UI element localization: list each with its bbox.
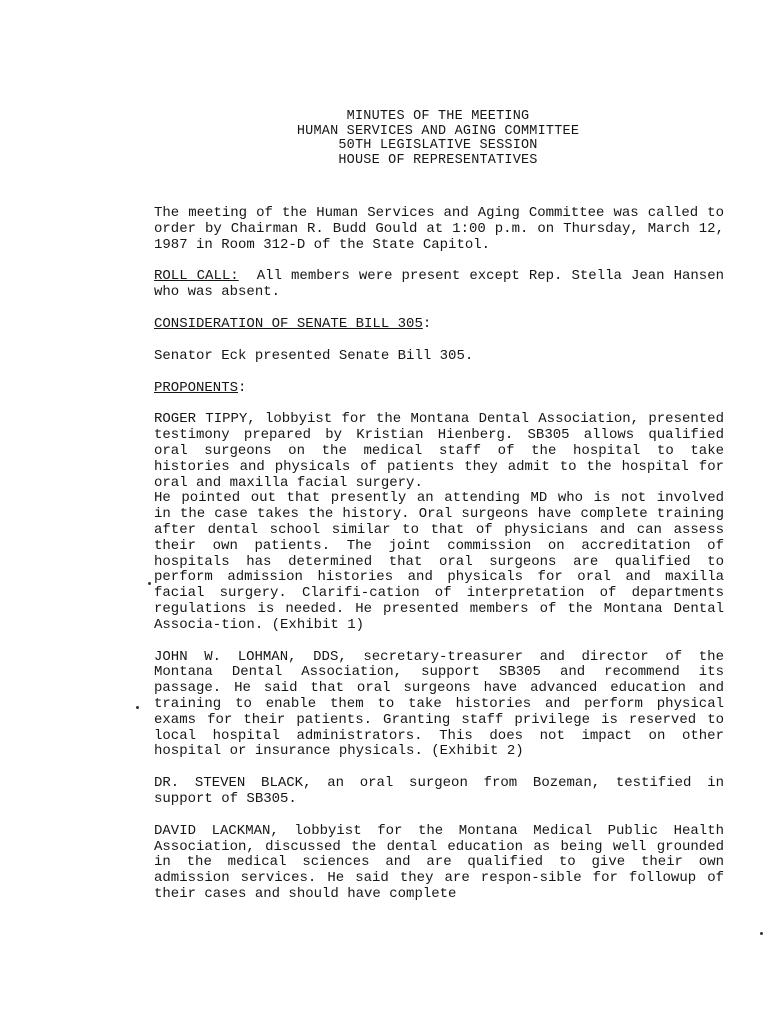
header-line-session: 50TH LEGISLATIVE SESSION (338, 138, 538, 153)
lohman-paragraph: JOHN W. LOHMAN, DDS, secretary-treasurer and director of the Montana Dental Association, support SB305 and recommend its passage. He said that oral surgeons have advanced education and training to enable them to take histories and perform physical exams for their patients. Granting staff privilege is reserved to local hospital administrators. This does not impact on other hospital or insurance physicals. (Exhibit 2) (154, 648, 724, 760)
tippy-paragraph-2: He pointed out that presently an attending MD who is not involved in the case takes the history. Oral surgeons have complete training after dental school similar to that of physicians and can assess their own patients. The joint commission on accreditation of hospitals has determined that oral surgeons are qualified to perform admission histories and physicals for oral and maxilla facial surgery. Clarifi-cation of interpretation of departments regulations is needed. He presented members of the Montana Dental Associa-tion. (Exhibit 1) (154, 490, 724, 633)
black-paragraph: DR. STEVEN BLACK, an oral surgeon from Bozeman, testified in support of SB305. (154, 775, 724, 807)
tippy-paragraph-1: ROGER TIPPY, lobbyist for the Montana Dental Association, presented testimony prepared by Kristian Hienberg. SB305 allows qualified oral surgeons on the medical staff of the hospital to take histories and physicals of patients they admit to the hospital for oral and maxilla facial surgery. (154, 411, 724, 491)
scan-speck (148, 582, 151, 585)
scan-speck (136, 706, 139, 709)
presented-paragraph: Senator Eck presented Senate Bill 305. (154, 347, 474, 364)
header-line-house: HOUSE OF REPRESENTATIVES (338, 152, 538, 168)
minutes-header (154, 110, 722, 168)
roll-call-label: ROLL CALL: (154, 268, 239, 285)
proponents-heading (154, 381, 724, 397)
roll-call-text: All members were present except Rep. Stella Jean Hansen who was absent. (154, 268, 724, 301)
minutes-body (154, 206, 724, 919)
consideration-colon: : (422, 315, 432, 332)
intro-paragraph: The meeting of the Human Services and Aging Committee was called to order by Chairman R. Budd Gould at 1:00 p.m. on Thursday, March 12, 1987 in Room 312-D of the State Capitol. (154, 205, 724, 253)
header-line-title: MINUTES OF THE MEETING (346, 109, 530, 124)
roll-call-paragraph (154, 269, 724, 301)
scan-speck (760, 932, 763, 935)
lackman-paragraph: DAVID LACKMAN, lobbyist for the Montana Medical Public Health Association, discussed the dental education as being well grounded in the medical sciences and are qualified to give their own admission services. He said they are respon-sible for followup of their cases and should have complete (154, 822, 724, 902)
consideration-label: CONSIDERATION OF SENATE BILL 305 (154, 315, 423, 332)
consideration-heading (154, 317, 724, 333)
proponents-colon: : (238, 379, 247, 396)
header-line-committee: HUMAN SERVICES AND AGING COMMITTEE (296, 123, 580, 139)
proponents-label: PROPONENTS (154, 379, 239, 396)
